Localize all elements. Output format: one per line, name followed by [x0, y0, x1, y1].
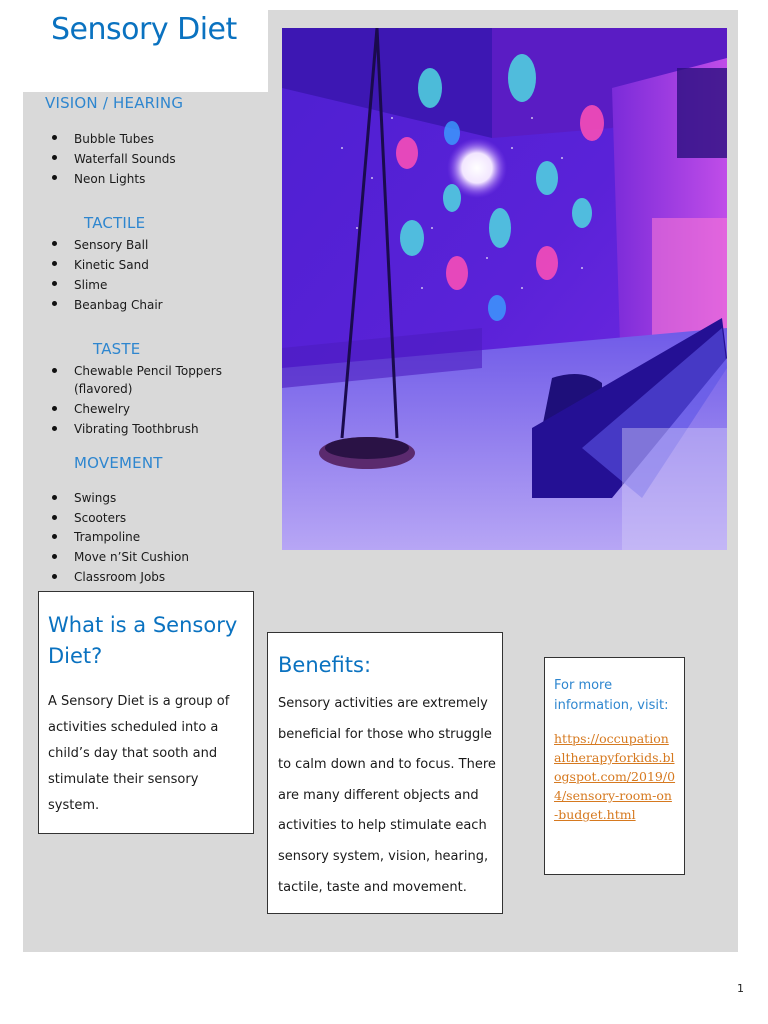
list-item: Vibrating Toothbrush	[48, 420, 238, 438]
list-item: Beanbag Chair	[48, 295, 163, 315]
benefits-text: Sensory activities are extremely beneficial for those who struggle to calm down and to focus. There are many different objects and activities to help stimulate each sensory system, vision, hearing, tactile, taste and movement.	[278, 696, 496, 895]
list-item: Trampoline	[48, 528, 189, 548]
list-item: Neon Lights	[48, 169, 176, 189]
sensory-room-photo	[282, 28, 727, 550]
list-item: Chewelry	[48, 400, 238, 418]
list-item: Kinetic Sand	[48, 255, 163, 275]
category-heading-tactile: TACTILE	[84, 214, 146, 232]
page-number: 1	[737, 982, 744, 995]
what-is-box	[38, 591, 254, 834]
category-heading-movement: MOVEMENT	[74, 454, 163, 472]
more-info-box	[544, 657, 685, 875]
list-item: Sensory Ball	[48, 235, 163, 255]
taste-list	[48, 362, 238, 438]
list-item: Classroom Jobs	[48, 568, 189, 588]
list-item: Waterfall Sounds	[48, 149, 176, 169]
list-item: Swings	[48, 489, 189, 509]
list-item: Slime	[48, 275, 163, 295]
category-heading-taste: TASTE	[93, 340, 141, 358]
tactile-list	[48, 235, 163, 315]
list-item: Move n’Sit Cushion	[48, 548, 189, 568]
what-is-text: A Sensory Diet is a group of activities scheduled into a child’s day that sooth and stimulate their sensory system.	[48, 694, 230, 813]
benefits-box	[267, 632, 503, 914]
movement-list	[48, 489, 189, 588]
page-title: Sensory Diet	[51, 12, 237, 47]
what-is-heading: What is a Sensory Diet?	[48, 613, 238, 668]
more-info-link[interactable]: https://occupationaltherapyforkids.blogspot.com/2019/04/sensory-room-on-budget.html	[554, 731, 676, 822]
list-item: Chewable Pencil Toppers (flavored)	[48, 362, 238, 398]
list-item: Scooters	[48, 509, 189, 529]
list-item: Bubble Tubes	[48, 129, 176, 149]
benefits-heading: Benefits:	[278, 653, 372, 677]
more-info-label: For more information, visit:	[554, 678, 669, 713]
sensory-room-illustration	[282, 28, 727, 550]
category-heading-vision-hearing: VISION / HEARING	[45, 94, 184, 112]
vision-hearing-list	[48, 129, 176, 189]
